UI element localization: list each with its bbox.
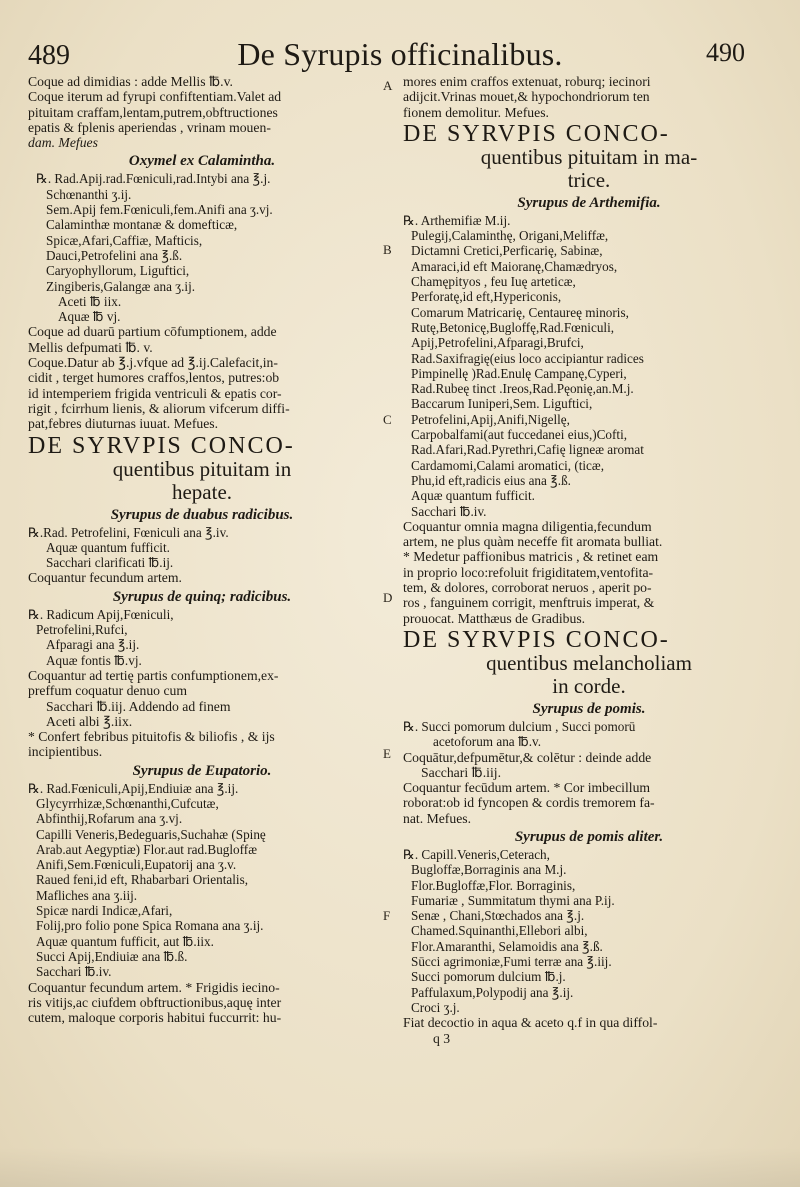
text-line: * Medetur paffionibus matricis , & retinet eam <box>403 549 659 565</box>
text-line: epatis & fplenis aperiendas , vrinam mouen- <box>28 119 271 135</box>
ingredient-line: Dictamni Cretici,Perficarię, Sabinæ, <box>411 243 603 259</box>
ingredient-line: Chamępityos , feu Iuę arteticæ, <box>411 274 576 290</box>
ingredient-line: Mafliches ana ʒ.iij. <box>36 887 138 903</box>
ingredient-line: Flor.Bugloffæ,Flor. Borraginis, <box>411 877 576 893</box>
text-line: nat. Mefues. <box>403 810 472 826</box>
recipe-title: Oxymel ex Calamintha. <box>128 153 276 170</box>
text-line: id intemperiem frigida ventriculi & epatis cor- <box>28 385 282 401</box>
margin-letter-f: F <box>383 908 391 923</box>
ingredient-line: Aquæ quantum fufficit. <box>411 488 535 504</box>
text-line: Coque ad duarū partium cōfumptionem, adde <box>28 324 277 340</box>
text-line: artem, ne plus quàm neceffe fit aromata bulliat. <box>403 534 663 550</box>
ingredient-line: Sacchari clarificati ℔.ij. <box>46 555 174 571</box>
ingredient-line: Sacchari ℔.iv. <box>411 503 487 519</box>
text-line: q 3 <box>433 1030 451 1046</box>
ingredient-line: Cardamomi,Calami aromatici, (ticæ, <box>411 457 604 473</box>
section-heading: DE SYRVPIS CONCO- <box>403 121 670 146</box>
ingredient-line: Croci ʒ.j. <box>411 999 460 1015</box>
ingredient-line: Bugloffæ,Borraginis ana M.j. <box>411 862 567 878</box>
recipe-title: Syrupus de pomis. <box>532 700 646 717</box>
text-line: preffum coquatur denuo cum <box>28 683 188 699</box>
text-line: adijcit.Vrinas mouet,& hypochondriorum ten <box>403 89 650 105</box>
section-heading: quentibus pituitam in ma- <box>480 145 698 169</box>
text-line: pat,febres diuturnas iuuat. Mefues. <box>28 416 219 432</box>
ingredient-line: Aquæ fontis ℔.vj. <box>46 652 142 668</box>
text-line: Coquātur,defpumētur,& colētur : deinde adde <box>403 749 652 765</box>
ingredient-line: Perforatę,id eft,Hypericonis, <box>411 289 562 305</box>
ingredient-line: Arab.aut Aegyptiæ) Flor.aut rad.Bugloffæ <box>36 841 257 857</box>
section-heading: DE SYRVPIS CONCO- <box>28 433 295 458</box>
ingredient-line: ℞. Capill.Veneris,Ceterach, <box>403 846 550 862</box>
text-line: ris vitijs,ac ciufdem obftructionibus,aquę inter <box>28 994 282 1010</box>
ingredient-line: Rutę,Betonicę,Bugloffę,Rad.Fœniculi, <box>411 319 615 335</box>
ingredient-line: Zingiberis,Galangæ ana ʒ.ij. <box>46 278 196 294</box>
ingredient-line: Rad.Afari,Rad.Pyrethri,Cafię ligneæ aromat <box>411 442 644 458</box>
margin-letter-c: C <box>383 412 392 427</box>
ingredient-line: Senæ , Chani,Stœchados ana ℥.j. <box>411 908 585 924</box>
ingredient-line: Paffulaxum,Polypodij ana ℥.ij. <box>411 984 574 1000</box>
text-line: incipientibus. <box>28 744 103 760</box>
text-line: tem, & dolores, corroborat neruos , aperit po- <box>403 580 652 596</box>
ingredient-line: ℞. Rad.Fœniculi,Apij,Endiuiæ ana ℥.ij. <box>28 780 239 796</box>
text-line: rigit , fcirrhum lienis, & aliorum vifcerum diffi- <box>28 400 290 416</box>
text-line: Coquantur ad tertię partis confumptionem,ex- <box>28 667 279 683</box>
ingredient-line: Spicæ nardi Indicæ,Afari, <box>36 903 173 919</box>
text-line: cidit , terget humores craffos,lentos, putres:ob <box>28 370 280 386</box>
text-line: Coque ad dimidias : adde Mellis ℔.v. <box>28 74 233 89</box>
page-number-left: 489 <box>28 40 70 71</box>
ingredient-line: Capilli Veneris,Bedeguaris,Suchahæ (Spinę <box>36 826 266 842</box>
margin-letter-b: B <box>383 242 392 257</box>
ingredient-line: Sem.Apij fem.Fœniculi,fem.Anifi ana ʒ.vj. <box>46 202 273 218</box>
section-heading: trice. <box>567 168 611 192</box>
text-line: Coquantur omnia magna diligentia,fecundum <box>403 518 652 534</box>
text-line: Coquantur fecundum artem. <box>28 570 182 586</box>
ingredient-line: Caryophyllorum, Liguftici, <box>46 263 190 279</box>
text-line: Fiat decoctio in aqua & aceto q.f in qua diffol- <box>403 1015 658 1031</box>
ingredient-line: Aceti ℔ iix. <box>58 293 122 309</box>
ingredient-line: Rad.Rubeę tinct .Ireos,Rad.Pęonię,an.M.j. <box>411 381 634 397</box>
section-heading: quentibus melancholiam <box>486 651 692 675</box>
text-line: prouocat. Matthæus de Gradibus. <box>403 610 586 626</box>
ingredient-line: Anifi,Sem.Fœniculi,Eupatorij ana ʒ.v. <box>36 857 237 873</box>
text-line: Coque.Datur ab ℥.j.vfque ad ℥.ij.Calefacit,in- <box>28 355 278 371</box>
text-line: pituitam craffam,lentam,putrem,obftructiones <box>28 104 278 120</box>
ingredient-line: Petrofelini,Rufci, <box>36 622 128 638</box>
text-line: Coquantur fecūdum artem. * Cor imbecillum <box>403 780 651 796</box>
ingredient-line: Succi Apij,Endiuiæ ana ℔.ß. <box>36 948 188 964</box>
running-header <box>0 36 800 76</box>
text-line: Mellis defpumati ℔. v. <box>28 339 153 355</box>
text-line: Coque iterum ad fyrupi confiftentiam.Valet ad <box>28 89 282 105</box>
ingredient-line: Flor.Amaranthi, Selamoidis ana ℥.ß. <box>411 938 603 954</box>
section-heading: DE SYRVPIS CONCO- <box>403 627 670 652</box>
text-line: in proprio loco:refoluit frigiditatem,ventofita- <box>403 564 654 580</box>
text-line: cutem, maloque corporis habitui fuccurrit: hu- <box>28 1010 282 1026</box>
ingredient-line: Schœnanthi ʒ.ij. <box>46 186 132 202</box>
ingredient-line: Comarum Matricarię, Centaureę minoris, <box>411 304 629 320</box>
text-line: Sacchari ℔.iij. <box>421 764 501 780</box>
section-heading: hepate. <box>171 480 233 504</box>
text-line: mores enim craffos extenuat, roburq; iecinori <box>403 74 651 89</box>
ingredient-line: ℞.Rad. Petrofelini, Fœniculi ana ℥.iv. <box>28 524 229 540</box>
ingredient-line: Spicæ,Afari,Caffiæ, Mafticis, <box>46 232 203 248</box>
ingredient-line: Rad.Saxifragię(eius loco accipiantur radices <box>411 350 644 366</box>
ingredient-line: Amaraci,id eft Maioranę,Chamædryos, <box>411 258 618 274</box>
text-line: Sacchari ℔.iij. Addendo ad finem <box>46 698 231 714</box>
ingredient-line: Sūcci agrimoniæ,Fumi terræ ana ℥.iij. <box>411 954 612 970</box>
recipe-title: Syrupus de duabus radicibus. <box>110 506 294 523</box>
section-heading: quentibus pituitam in <box>112 457 292 481</box>
recipe-title: Syrupus de pomis aliter. <box>514 828 664 845</box>
ingredient-line: Apij,Petrofelini,Afparagi,Brufci, <box>411 335 584 351</box>
running-title: De Syrupis officinalibus. <box>237 36 563 72</box>
recipe-title: Syrupus de quinq; radicibus. <box>112 588 292 605</box>
ingredient-line: Sacchari ℔.iv. <box>36 964 112 980</box>
text-line: Coquantur fecundum artem. * Frigidis iecino- <box>28 979 280 995</box>
margin-letter-d: D <box>383 590 393 605</box>
margin-letter-e: E <box>383 746 391 761</box>
ingredient-line: ℞. Rad.Apij.rad.Fœniculi,rad.Intybi ana ℥.j. <box>36 171 271 187</box>
ingredient-line: Baccarum Iuniperi,Sem. Liguftici, <box>411 396 593 412</box>
text-line: * Confert febribus pituitofis & biliofis , & ijs <box>28 729 275 745</box>
ingredient-line: ℞. Succi pomorum dulcium , Succi pomorū <box>403 718 636 734</box>
page-shadow <box>0 1147 800 1187</box>
left-column <box>28 74 376 1025</box>
text-line: roborat:ob id fyncopen & cordis tremorem fa- <box>403 795 655 811</box>
ingredient-line: Dauci,Petrofelini ana ℥.ß. <box>46 247 183 263</box>
text-line: dam. Mefues <box>28 135 98 151</box>
ingredient-line: Succi pomorum dulcium ℔.j. <box>411 969 566 985</box>
ingredient-line: Petrofelini,Apij,Anifi,Nigellę, <box>411 411 570 427</box>
recipe-title: Syrupus de Eupatorio. <box>132 762 272 779</box>
ingredient-line: Folij,pro folio pone Spica Romana ana ʒ.ij. <box>36 918 264 934</box>
text-line: Aceti albi ℥.iix. <box>46 713 133 729</box>
ingredient-line: Glycyrrhizæ,Schœnanthi,Cufcutæ, <box>36 795 219 811</box>
text-line: ros , fanguinem corrigit, menftruis imperat, & <box>403 595 655 611</box>
text-line: fionem demolitur. Mefues. <box>403 104 549 120</box>
recipe-title: Syrupus de Arthemifia. <box>517 194 661 211</box>
ingredient-line: ℞. Radicum Apij,Fœniculi, <box>28 606 174 622</box>
ingredient-line: Abfinthij,Rofarum ana ʒ.vj. <box>36 811 183 827</box>
ingredient-line: Phu,id eft,radicis eius ana ℥.ß. <box>411 472 571 488</box>
ingredient-line: Pulegij,Calaminthę, Origani,Meliffæ, <box>411 228 609 244</box>
ingredient-line: Calaminthæ montanæ & domefticæ, <box>46 217 238 233</box>
section-heading: in corde. <box>552 674 626 698</box>
ingredient-line: Raued feni,id eft, Rhabarbari Orientalis, <box>36 872 249 888</box>
page-number-right: 490 <box>706 38 745 67</box>
ingredient-line: Aquæ ℔ vj. <box>58 309 121 325</box>
margin-letter-a: A <box>383 78 393 93</box>
ingredient-line: Aquæ quantum fufficit, aut ℔.iix. <box>36 933 214 949</box>
ingredient-line: Fumariæ , Summitatum thymi ana P.ij. <box>411 892 615 908</box>
ingredient-line: Carpobalfami(aut fuccedanei eius,)Cofti, <box>411 427 628 443</box>
right-column <box>403 74 775 1046</box>
ingredient-line: ℞. Arthemifiæ M.ij. <box>403 212 511 228</box>
ingredient-line: Chamed.Squinanthi,Ellebori albi, <box>411 923 588 939</box>
ingredient-line: acetoforum ana ℔.v. <box>433 734 542 750</box>
ingredient-line: Afparagi ana ℥.ij. <box>46 637 140 653</box>
ingredient-line: Aquæ quantum fufficit. <box>46 539 170 555</box>
ingredient-line: Pimpinellę )Rad.Enulę Campanę,Cyperi, <box>411 365 627 381</box>
